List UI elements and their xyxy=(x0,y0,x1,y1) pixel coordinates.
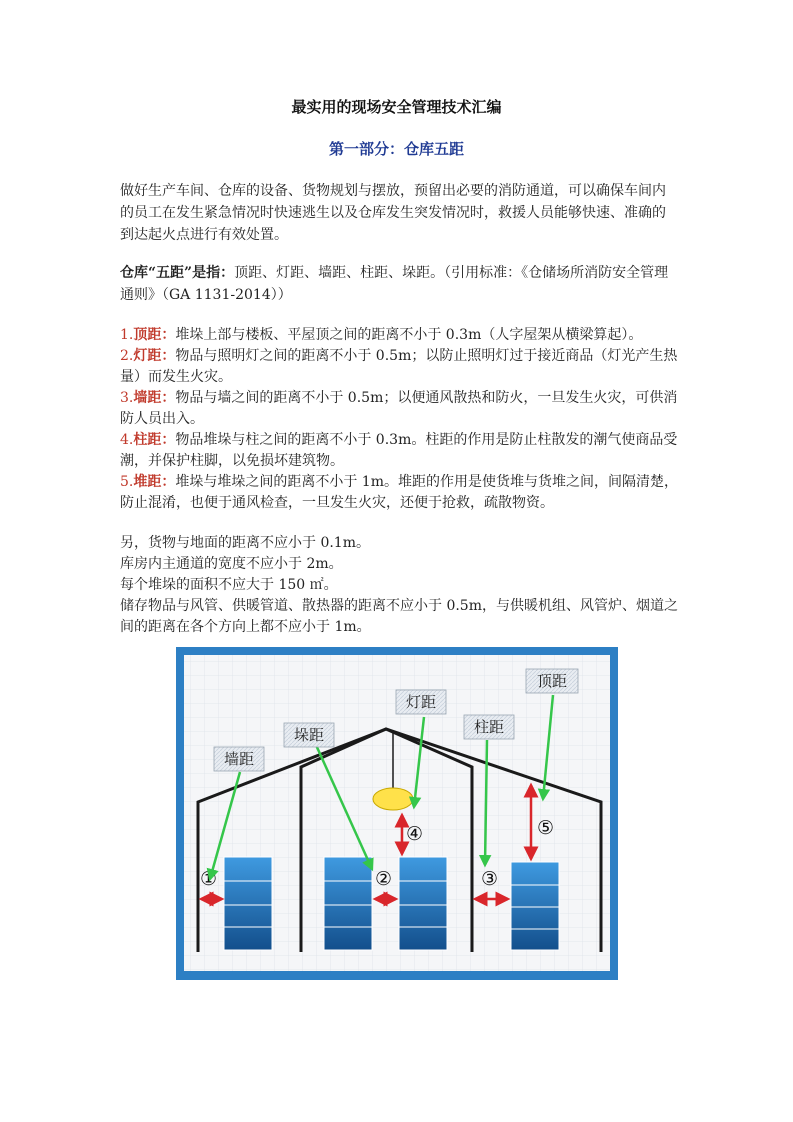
top-distance-label: 顶距 xyxy=(536,672,568,690)
item-term: 柱距： xyxy=(133,432,176,448)
definition-paragraph xyxy=(120,262,676,306)
definition-lead: 仓库“五距”是指： xyxy=(120,265,235,281)
item-term: 顶距： xyxy=(133,327,176,343)
column-distance-label: 柱距 xyxy=(473,718,505,736)
lamp xyxy=(373,788,413,810)
additional-notes xyxy=(120,533,680,638)
item-text: 物品与照明灯之间的距离不小于 0.5m；以防止照明灯过于接近商品（灯光产生热量）而发生火灾。 xyxy=(120,348,678,385)
list-item xyxy=(120,325,680,346)
marker-4: ④ xyxy=(406,823,424,845)
list-item xyxy=(120,472,680,514)
item-number: 3. xyxy=(120,390,134,406)
wall-distance-label: 墙距 xyxy=(223,750,255,768)
item-term: 灯距： xyxy=(133,348,176,364)
item-number: 4. xyxy=(120,432,134,448)
five-distances-list xyxy=(120,325,680,514)
item-term: 堆距： xyxy=(133,474,176,490)
stack-4 xyxy=(511,862,559,950)
lamp-distance-label: 灯距 xyxy=(405,693,437,711)
note-line: 每个堆垛的面积不应大于 150 ㎡。 xyxy=(120,577,338,593)
list-item xyxy=(120,346,680,388)
item-number: 2. xyxy=(120,348,134,364)
marker-5: ⑤ xyxy=(537,817,555,839)
list-item xyxy=(120,430,680,472)
stack-2 xyxy=(324,857,372,950)
stack-1 xyxy=(224,857,272,950)
item-number: 1. xyxy=(120,327,134,343)
intro-paragraph: 做好生产车间、仓库的设备、货物规划与摆放，预留出必要的消防通道，可以确保车间内的员工在发生紧急情况时快速逃生以及仓库发生突发情况时，救援人员能够快速、准确的到达起火点进行有效处置。 xyxy=(120,183,666,243)
section-title: 第一部分：仓库五距 xyxy=(328,140,464,158)
stack-distance-label: 垛距 xyxy=(293,726,325,744)
marker-1: ① xyxy=(200,868,218,890)
item-term: 墙距： xyxy=(133,390,176,406)
item-text: 堆垛与堆垛之间的距离不小于 1m。堆距的作用是使货堆与货堆之间，间隔清楚，防止混淆，也便于通风检查，一旦发生火灾，还便于抢救，疏散物资。 xyxy=(120,474,678,511)
item-number: 5. xyxy=(120,474,134,490)
note-line: 库房内主通道的宽度不应小于 2m。 xyxy=(120,556,343,572)
note-line: 另，货物与地面的距离不应小于 0.1m。 xyxy=(120,535,370,551)
item-text: 物品与墙之间的距离不小于 0.5m；以便通风散热和防火，一旦发生火灾，可供消防人员出入。 xyxy=(120,390,678,427)
marker-2: ② xyxy=(375,868,393,890)
item-text: 堆垛上部与楼板、平屋顶之间的距离不小于 0.3m（人字屋架从横梁算起）。 xyxy=(175,327,643,343)
stack-3 xyxy=(399,857,447,950)
marker-3: ③ xyxy=(481,868,499,890)
note-line: 储存物品与风管、供暖管道、散热器的距离不应小于 0.5m，与供暖机组、风管炉、烟道之间的距离在各个方向上都不应小于 1m。 xyxy=(120,598,678,635)
document-title: 最实用的现场安全管理技术汇编 xyxy=(291,98,502,116)
definition-text: 顶距、灯距、墙距、柱距、垛距。（引用标准：《仓储场所消防安全管理通则》（GA 1131-2014）） xyxy=(120,265,669,303)
warehouse-five-distances-diagram xyxy=(176,647,618,980)
list-item xyxy=(120,388,680,430)
item-text: 物品堆垛与柱之间的距离不小于 0.3m。柱距的作用是防止柱散发的潮气使商品受潮，并保护柱脚，以免损坏建筑物。 xyxy=(120,432,678,469)
